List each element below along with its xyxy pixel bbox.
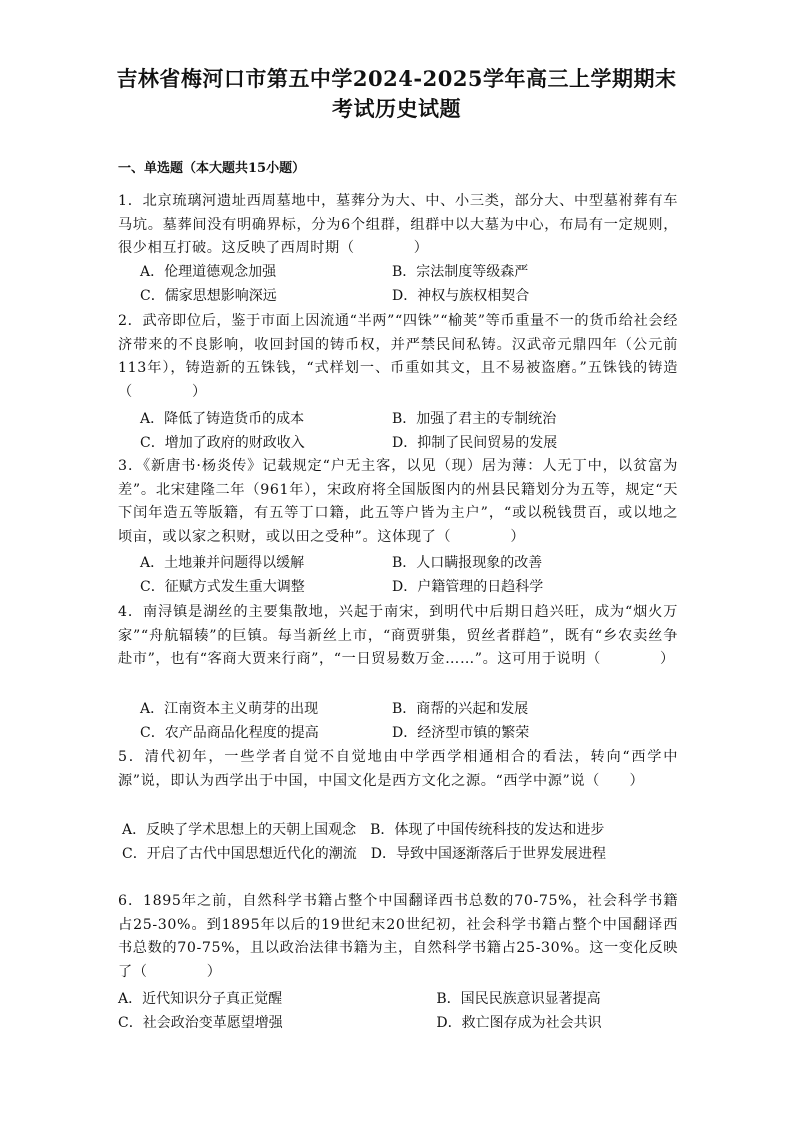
option-a: A．降低了铸造货币的成本 bbox=[140, 411, 305, 427]
option-b: B．国民民族意识显著提高 bbox=[436, 991, 601, 1007]
option-a: A．伦理道德观念加强 bbox=[140, 264, 277, 280]
question-4-options bbox=[140, 698, 660, 745]
option-b: B．加强了君主的专制统治 bbox=[392, 411, 557, 427]
option-c: C．增加了政府的财政收入 bbox=[140, 434, 305, 451]
option-b: B．人口瞒报现象的改善 bbox=[392, 555, 543, 571]
section-heading: 一、单选题（本大题共15小题） bbox=[118, 161, 306, 176]
question-6-stem: 6．1895年之前，自然科学书籍占整个中国翻译西书总数的70-75%，社会科学书籍占25-30%。到1895年以后的19世纪末20世纪初，社会科学书籍占整个中国翻译西书总数的70-75%，且以政治法律书籍为主，自然科学书籍占25-30%。这一变化反映了（ ） bbox=[118, 893, 678, 980]
question-2-stem: 2．武帝即位后，鉴于市面上因流通“半两”“四铢”“榆荚”等币重量不一的货币给社会经济带来的不良影响，收回封国的铸币权，并严禁民间私铸。汉武帝元鼎四年（公元前113年），铸造新的五铢钱，“式样划一、币重如其文，且不易被盗磨。”五铢钱的铸造（ ） bbox=[118, 313, 678, 400]
option-c: C．开启了古代中国思想近代化的潮流 bbox=[122, 845, 357, 862]
question-2-options bbox=[140, 408, 660, 455]
option-d: D．户籍管理的日趋科学 bbox=[392, 578, 544, 595]
question-1-options bbox=[140, 261, 660, 308]
question-5-stem: 5．清代初年，一些学者自觉不自觉地由中学西学相通相合的看法，转向“西学中源”说，即认为西学出于中国，中国文化是西方文化之源。“西学中源”说（ ） bbox=[118, 749, 678, 789]
option-c: C．社会政治变革愿望增强 bbox=[118, 1014, 283, 1031]
option-a: A．反映了学术思想上的天朝上国观念 bbox=[122, 822, 357, 838]
option-d: D．导致中国逐渐落后于世界发展进程 bbox=[370, 845, 606, 862]
option-d: D．抑制了民间贸易的发展 bbox=[392, 434, 558, 451]
question-1-stem: 1．北京琉璃河遗址西周墓地中，墓葬分为大、中、小三类，部分大、中型墓祔葬有车马坑。墓葬间没有明确界标，分为6个组群，组群中以大墓为中心，布局有一定规则，很少相互打破。这反映了西周时期（ ） bbox=[118, 193, 678, 257]
exam-title bbox=[90, 64, 703, 124]
question-3-options bbox=[140, 552, 660, 599]
option-d: D．经济型市镇的繁荣 bbox=[392, 724, 530, 741]
option-a: A．土地兼并问题得以缓解 bbox=[140, 555, 305, 571]
question-4-stem: 4．南浔镇是湖丝的主要集散地，兴起于南宋，到明代中后期日趋兴旺，成为“烟火万家”“舟航辐辏”的巨镇。每当新丝上市，“商贾骈集，贸丝者群趋”，既有“乡农卖丝争赴市”，也有“客商大贾来行商”，“一日贸易数万金……”。这可用于说明（ ） bbox=[118, 604, 678, 668]
option-c: C．征赋方式发生重大调整 bbox=[140, 578, 305, 595]
option-a: A．近代知识分子真正觉醒 bbox=[118, 991, 283, 1007]
option-b: B．体现了中国传统科技的发达和进步 bbox=[370, 822, 605, 838]
question-3-stem: 3．《新唐书·杨炎传》记载规定“户无主客，以见（现）居为薄：人无丁中，以贫富为差”。北宋建隆二年（961年），宋政府将全国版图内的州县民籍划分为五等，规定“天下闰年造五等版籍，有五等丁口籍，此五等户皆为主户”，“或以税钱贯百，或以地之顷亩，或以家之积财，或以田之受种”。这体现了（ ） bbox=[118, 458, 678, 545]
option-a: A．江南资本主义萌芽的出现 bbox=[140, 701, 319, 717]
option-b: B．商帮的兴起和发展 bbox=[392, 701, 529, 717]
option-c: C．儒家思想影响深远 bbox=[140, 287, 277, 304]
title-line-1: 吉林省梅河口市第五中学2024-2025学年高三上学期期末 bbox=[116, 66, 677, 91]
title-line-2: 考试历史试题 bbox=[332, 96, 461, 121]
option-d: D．神权与族权相契合 bbox=[392, 287, 530, 304]
option-d: D．救亡图存成为社会共识 bbox=[436, 1014, 602, 1031]
option-c: C．农产品商品化程度的提高 bbox=[140, 724, 319, 741]
option-b: B．宗法制度等级森严 bbox=[392, 264, 529, 280]
question-6-options bbox=[118, 988, 678, 1035]
question-5-options bbox=[122, 819, 682, 866]
